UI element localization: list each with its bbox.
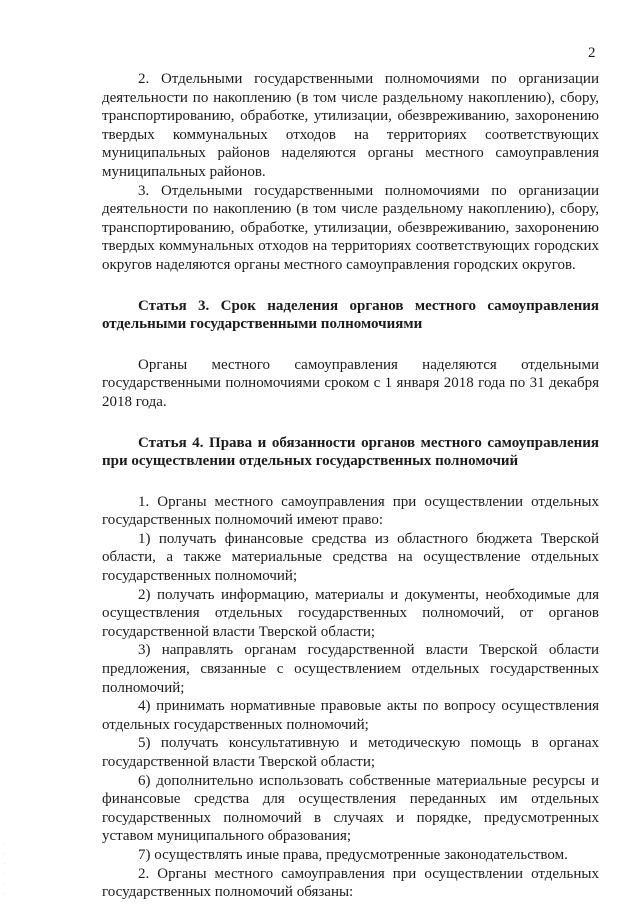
article-4-paragraph-1: 1. Органы местного самоуправления при осуществлении отдельных государственных полномочий имеют право: — [102, 493, 599, 529]
article-4-heading: Статья 4. Права и обязанности органов местного самоуправления при осуществлении отдельных государственных полномочий — [102, 434, 599, 470]
scan-edge-marks: · · · · · · — [4, 842, 6, 897]
rights-item-3: 3) направлять органам государственной власти Тверской области предложения, связанные с осуществлением отдельных государственных полномочий; — [102, 642, 599, 696]
rights-item-1: 1) получать финансовые средства из областного бюджета Тверской области, а также материальные средства на осуществление отдельных государственных полномочий; — [102, 530, 599, 585]
document-body — [102, 70, 599, 902]
article-4-paragraph-2: 2. Органы местного самоуправления при осуществлении отдельных государственных полномочий обязаны: — [102, 865, 599, 901]
paragraph-3-city-districts: 3. Отдельными государственными полномочиями по организации деятельности по накоплению (в том числе раздельному накоплению), сбору, транспортированию, обработке, утилизации, обезвреживанию, захоронению твердых коммунальных отходов на территориях соответствующих городских округов наделяются органы местного самоуправления городских округов. — [102, 182, 599, 273]
article-3-paragraph: Органы местного самоуправления наделяются отдельными государственными полномочиями сроком с 1 января 2018 года по 31 декабря 2018 года. — [102, 356, 599, 410]
page-number: 2 — [588, 45, 596, 61]
rights-item-5: 5) получать консультативную и методическую помощь в органах государственной власти Тверской области; — [102, 735, 599, 770]
rights-item-6: 6) дополнительно использовать собственные материальные ресурсы и финансовые средства для осуществления переданных им отдельных государственных полномочий в случаях и порядке, предусмотренных уставом муниципального образования; — [102, 772, 599, 845]
rights-item-2: 2) получать информацию, материалы и документы, необходимые для осуществления отдельных государственных полномочий, от органов государственной власти Тверской области; — [102, 586, 599, 640]
paragraph-2-municipal-districts: 2. Отдельными государственными полномочиями по организации деятельности по накоплению (в том числе раздельному накоплению), сбору, транспортированию, обработке, утилизации, обезвреживанию, захоронению твердых коммунальных отходов на территориях соответствующих муниципальных районов наделяются органы местного самоуправления муниципальных районов. — [102, 71, 599, 180]
article-3-heading: Статья 3. Срок наделения органов местного самоуправления отдельными государственными полномочиями — [102, 297, 599, 333]
rights-item-7: 7) осуществлять иные права, предусмотренные законодательством. — [138, 846, 568, 863]
rights-item-4: 4) принимать нормативные правовые акты по вопросу осуществления отдельных государственных полномочий; — [102, 698, 599, 733]
